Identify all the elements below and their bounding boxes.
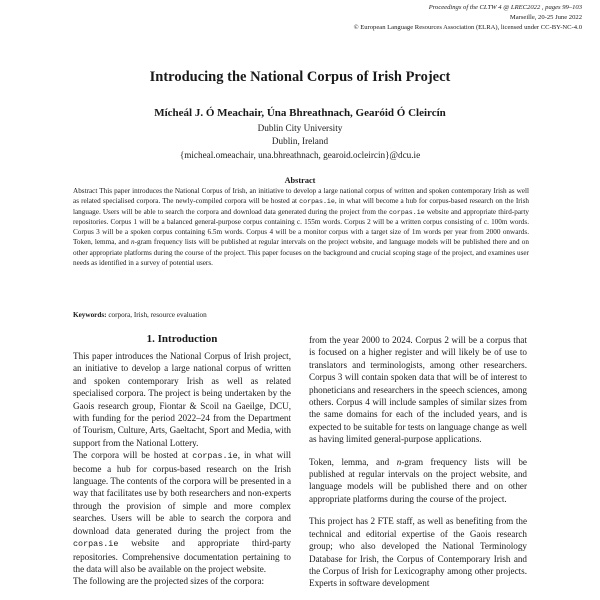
intro-p2-text-c: website and appropriate third-party repositories. Comprehensive documentation pertaining to the data will also be available on the project website.: [73, 538, 291, 574]
affiliation-block: [0, 122, 600, 162]
affiliation-location: Dublin, Ireland: [271, 136, 329, 147]
proceedings-line-2: Marseille, 20-25 June 2022: [509, 14, 582, 21]
abstract-text-4: -gram frequency lists will be published at regular intervals on the project website, and language models will be published there and on other appropriate platforms during the course of the project. This paper focuses on the background and crucial scoping stage of the project, and examines user needs as identified in a survey of potential users.: [73, 238, 529, 268]
section-heading-introduction: 1. Introduction: [146, 333, 218, 345]
intro-url-2: corpas.ie: [73, 539, 119, 550]
abstract-url-1: corpas.ie: [299, 197, 335, 206]
intro-paragraph-3: The following are the projected sizes of the corpora:: [73, 576, 265, 587]
proceedings-header: [354, 3, 582, 33]
abstract-heading: Abstract: [284, 176, 316, 185]
proceedings-line-1: Proceedings of the CLTW 4 @ LREC2022 , pages 99–103: [428, 4, 582, 11]
abstract-text-3: website and appropriate third-party repositories. Corpus 1 will be a balanced general-purpose corpus containing c. 155m words. Corpus 2 will be a written corpus consisting of c. 100m words. Corpus 3 will be a spoken corpus containing 6.5m words. Corpus 4 will be a monitor corpus with a target size of 1m words per year from 2000 onwards. Token, lemma, and: [73, 207, 529, 247]
right-p2-text-a: Token, lemma, and: [309, 456, 397, 467]
intro-paragraph-2: [73, 449, 291, 575]
intro-url-1: corpas.ie: [192, 451, 238, 462]
abstract-body: [73, 186, 529, 268]
paper-title: Introducing the National Corpus of Irish Project: [149, 69, 451, 85]
keywords-label: Keywords:: [73, 311, 107, 319]
abstract-text-1: Abstract This paper introduces the National Corpus of Irish, an initiative to develop a large national corpus of written and spoken contemporary Irish as well as related specialised corpora. The newly-compiled corpora will be hosted at: [73, 187, 529, 206]
affiliation-institution: Dublin City University: [257, 123, 343, 133]
right-paragraph-2: [309, 456, 527, 506]
affiliation-emails: {micheal.omeachair, una.bhreathnach, gearoid.ocleircin}@dcu.ie: [179, 149, 421, 160]
intro-paragraph-1: This paper introduces the National Corpus of Irish project, an initiative to develop a large national corpus of written and spoken contemporary Irish as well as related specialised corpora. The project is being undertaken by the Gaois research group, Fiontar & Scoil na Gaeilge, DCU, with funding for the period 2022–24 from the Department of Tourism, Culture, Arts, Gaeltacht, Sport and Media, with support from the National Lottery.: [73, 351, 291, 448]
left-column: [73, 350, 291, 588]
proceedings-line-3: © European Language Resources Association (ELRA), licensed under CC-BY-NC-4.0: [353, 24, 582, 31]
abstract-text-2: , in what will become a hub for corpus-based research on the Irish language. Users will be able to search the corpora and download data generated during the project from the: [73, 197, 530, 216]
abstract-url-2: corpas.ie: [388, 207, 425, 216]
right-column: [309, 334, 527, 590]
intro-p2-text-b: , in what will become a hub for corpus-based research on the Irish language. The contents of the corpora will be presented in a way that facilitates use by both researchers and non-experts through the provision of simple and more complex searches. Users will be able to search the corpora and download data generated during the project from the: [73, 450, 291, 536]
right-ngram-italic: n: [396, 456, 402, 467]
author-list: Mícheál J. Ó Meachair, Úna Bhreathnach, Gearóid Ó Cleircín: [154, 107, 446, 119]
intro-p2-text-a: The corpora will be hosted at: [73, 450, 193, 461]
right-p2-text-b: -gram frequency lists will be published at regular intervals on the project website, and language models will be published there and on other appropriate platforms during the course of the project.: [309, 456, 527, 504]
abstract-ngram-italic: n: [130, 238, 135, 247]
right-paragraph-3: This project has 2 FTE staff, as well as benefiting from the technical and editorial expertise of the Gaois research group; who also developed the National Terminology Database for Irish, the Corpus of Contemporary Irish and the Corpus of Irish for Lexicography among other projects. Experts in software development: [309, 516, 527, 589]
right-paragraph-1: from the year 2000 to 2024. Corpus 2 will be a corpus that is focused on a higher register and will likely be of use to translators and terminologists, among other researchers. Corpus 3 will contain spoken data that will be of interest to phoneticians and researchers in the speech sciences, among others. Corpus 4 will include samples of similar sizes from the same domains for each of the included years, and is expected to be suitable for tests on language change as well as having limited general-purpose applications.: [309, 335, 527, 445]
keywords-text: corpora, Irish, resource evaluation: [106, 311, 207, 319]
keywords-line: [73, 311, 207, 319]
